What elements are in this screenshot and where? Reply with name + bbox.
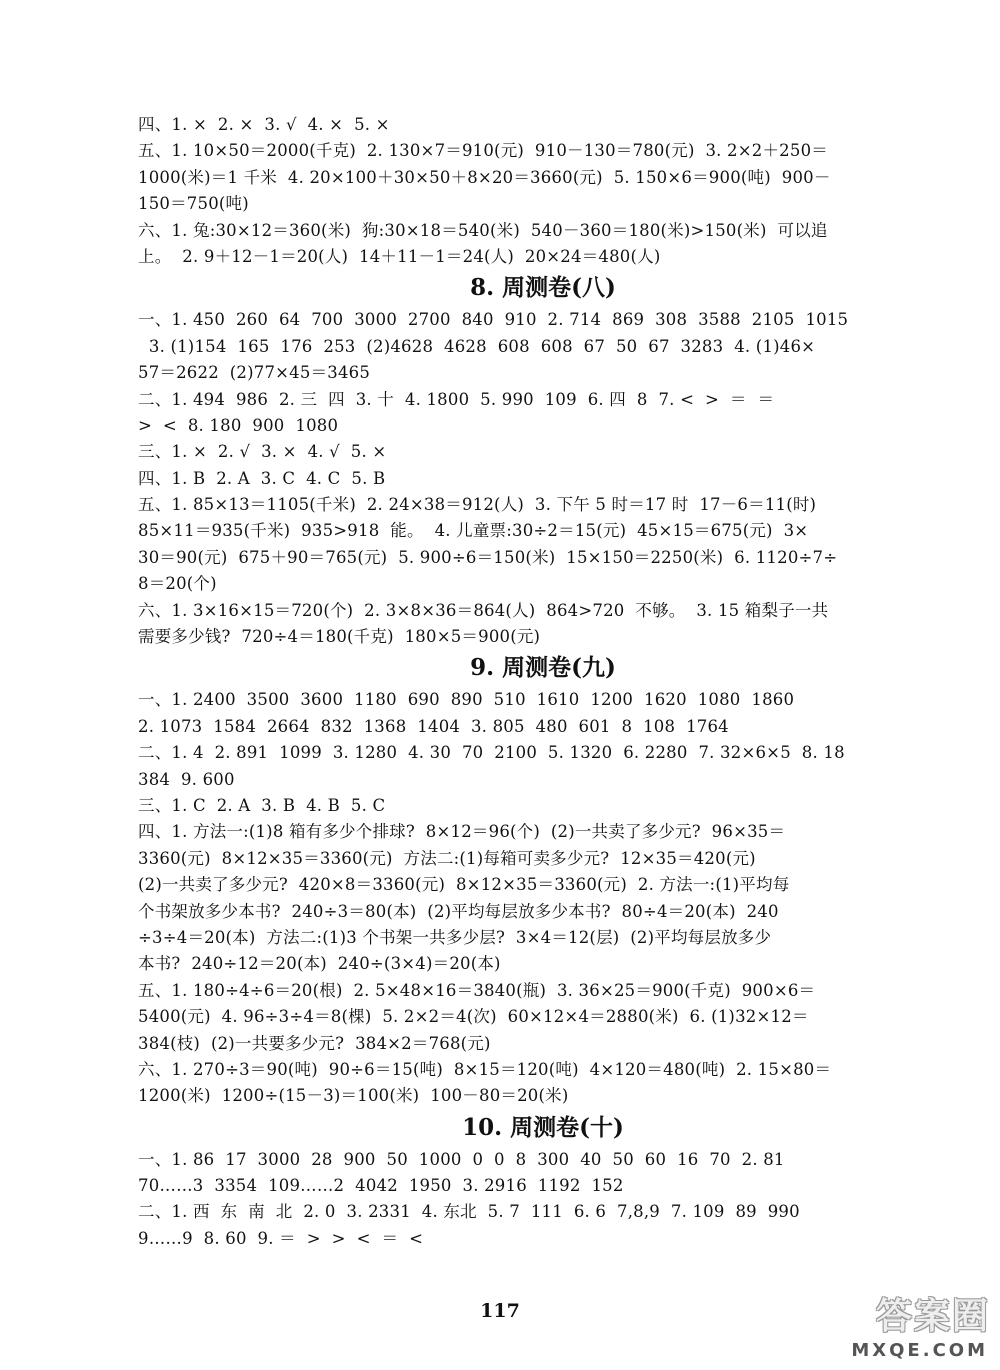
answer-line: 一、1. 86 17 3000 28 900 50 1000 0 0 8 300 40 50 60 16 70 2. 81 (138, 1149, 785, 1169)
answer-line: 六、1. 3×16×15＝720(个) 2. 3×8×36＝864(人) 864>720 不够。 3. 15 箱梨子一共 (138, 600, 829, 620)
answer-line: 三、1. × 2. √ 3. × 4. √ 5. × (138, 442, 387, 462)
answer-line: 上。 2. 9＋12－1＝20(人) 14＋11－1＝24(人) 20×24＝480(人) (138, 246, 661, 266)
answer-line: 五、1. 85×13＝1105(千米) 2. 24×38＝912(人) 3. 下午 5 时＝17 时 17－6＝11(时) (138, 495, 817, 515)
answer-line: 384 9. 600 (138, 769, 235, 789)
answer-content (138, 112, 948, 1252)
answer-line: 384(枝) (2)一共要多少元? 384×2＝768(元) (138, 1033, 491, 1053)
answer-line: 一、1. 450 260 64 700 3000 2700 840 910 2. 714 869 308 3588 2105 1015 (138, 310, 849, 330)
answer-line: 五、1. 10×50＝2000(千克) 2. 130×7＝910(元) 910－130＝780(元) 3. 2×2＋250＝ (138, 141, 828, 161)
section-heading: 9. 周测卷(九) (470, 654, 616, 682)
answer-line: 二、1. 494 986 2. 三 四 3. 十 4. 1800 5. 990 109 6. 四 8 7. < > ＝ ＝ (138, 389, 775, 409)
answer-line: 3. (1)154 165 176 253 (2)4628 4628 608 608 67 50 67 3283 4. (1)46× (138, 336, 816, 356)
answer-line: (2)一共卖了多少元? 420×8＝3360(元) 8×12×35＝3360(元) 2. 方法一:(1)平均每 (138, 875, 790, 895)
watermark-text-top: 答案圈 (875, 1296, 990, 1337)
section-heading: 8. 周测卷(八) (470, 274, 616, 302)
answer-line: 30＝90(元) 675＋90＝765(元) 5. 900÷6＝150(米) 15×150＝2250(米) 6. 1120÷7÷ (138, 547, 838, 567)
answer-line: 四、1. × 2. × 3. √ 4. × 5. × (138, 115, 390, 134)
answer-line: 四、1. 方法一:(1)8 箱有多少个排球? 8×12＝96(个) (2)一共卖了多少元? 96×35＝ (138, 822, 786, 842)
answer-line: 三、1. C 2. A 3. B 4. B 5. C (138, 795, 386, 815)
answer-line: 一、1. 2400 3500 3600 1180 690 890 510 1610 1200 1620 1080 1860 (138, 690, 795, 710)
answer-line: 150＝750(吨) (138, 194, 249, 214)
answer-line: 70……3 3354 109……2 4042 1950 3. 2916 1192 152 (138, 1176, 624, 1196)
section-heading: 10. 周测卷(十) (462, 1113, 624, 1141)
answer-line: ÷3÷4＝20(本) 方法二:(1)3 个书架一共多少层? 3×4＝12(层) (2)平均每层放多少 (138, 927, 772, 947)
answer-line: 1000(米)＝1 千米 4. 20×100＋30×50＋8×20＝3660(元) 5. 150×6＝900(吨) 900－ (138, 167, 831, 187)
answer-line: 六、1. 兔:30×12＝360(米) 狗:30×18＝540(米) 540－360＝180(米)>150(米) 可以追 (138, 220, 828, 240)
answer-line: > < 8. 180 900 1080 (138, 415, 339, 435)
answer-line: 9……9 8. 60 9. ＝ > > < ＝ < (138, 1228, 424, 1248)
page-number: 117 (480, 1300, 520, 1322)
answer-line: 8＝20(个) (138, 574, 217, 594)
answer-line: 二、1. 西 东 南 北 2. 0 3. 2331 4. 东北 5. 7 111 6. 6 7,8,9 7. 109 89 990 (138, 1202, 800, 1222)
answer-line: 5400(元) 4. 96÷3÷4＝8(棵) 5. 2×2＝4(次) 60×12×4＝2880(米) 6. (1)32×12＝ (138, 1007, 809, 1027)
answer-line: 本书? 240÷12＝20(本) 240÷(3×4)＝20(本) (138, 954, 501, 974)
answer-line: 四、1. B 2. A 3. C 4. C 5. B (138, 468, 386, 488)
answer-line: 五、1. 180÷4÷6＝20(根) 2. 5×48×16＝3840(瓶) 3. 36×25＝900(千克) 900×6＝ (138, 980, 816, 1000)
watermark-text-bottom: MXQE.COM (851, 1340, 988, 1361)
answer-line: 57＝2622 (2)77×45＝3465 (138, 363, 371, 383)
answer-line: 个书架放多少本书? 240÷3＝80(本) (2)平均每层放多少本书? 80÷4＝20(本) 240 (138, 901, 779, 921)
answer-line: 85×11＝935(千米) 935>918 能。 4. 儿童票:30÷2＝15(元) 45×15＝675(元) 3× (138, 521, 809, 541)
answer-line: 3360(元) 8×12×35＝3360(元) 方法二:(1)每箱可卖多少元? 12×35＝420(元) (138, 848, 756, 868)
answer-line: 1200(米) 1200÷(15－3)＝100(米) 100－80＝20(米) (138, 1086, 569, 1106)
watermark-logo (834, 1296, 994, 1364)
answer-line: 需要多少钱? 720÷4＝180(千克) 180×5＝900(元) (138, 627, 541, 647)
answer-line: 六、1. 270÷3＝90(吨) 90÷6＝15(吨) 8×15＝120(吨) 4×120＝480(吨) 2. 15×80＝ (138, 1059, 832, 1079)
answer-line: 2. 1073 1584 2664 832 1368 1404 3. 805 480 601 8 108 1764 (138, 716, 729, 736)
answer-line: 二、1. 4 2. 891 1099 3. 1280 4. 30 70 2100 5. 1320 6. 2280 7. 32×6×5 8. 18 (138, 743, 845, 763)
